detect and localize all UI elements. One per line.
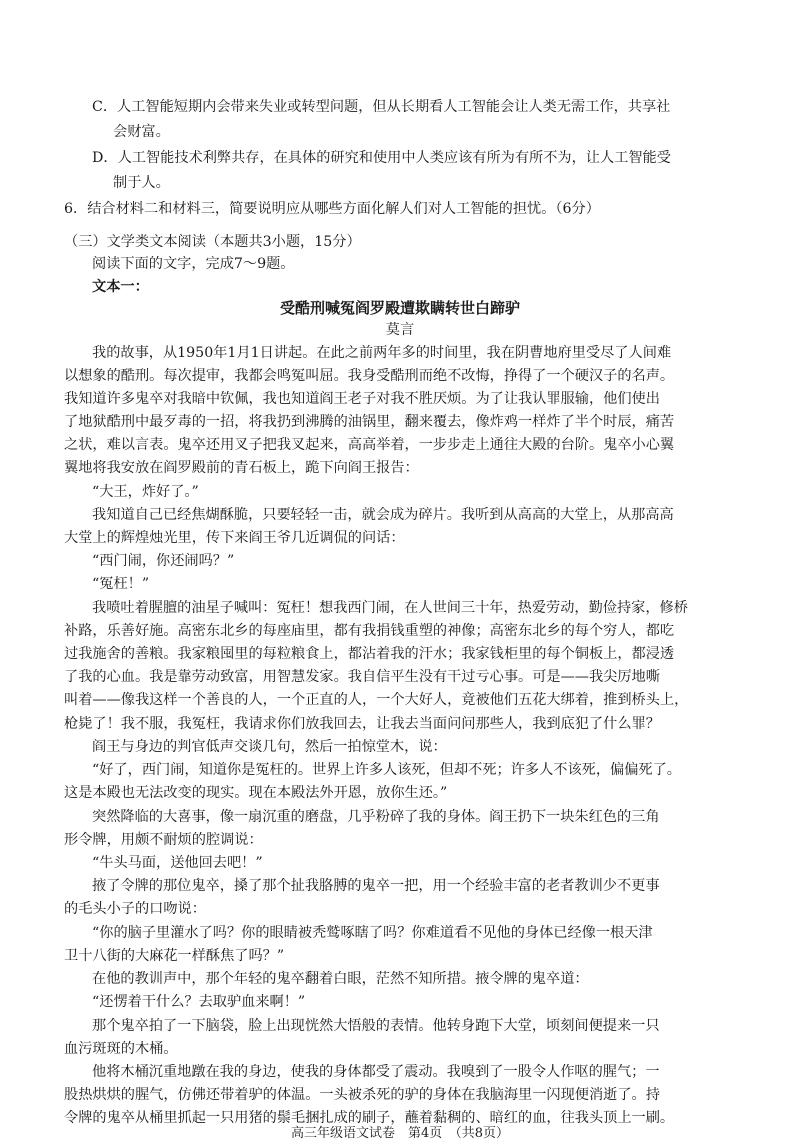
story-line: “你的脑子里灌水了吗？你的眼睛被秃鹫啄瞎了吗？你难道看不见他的身体已经像一根天津: [92, 925, 653, 941]
story-line: 他将木桶沉重地蹾在我的身边，使我的身体都受了震动。我嗅到了一股令人作呕的腥气；一: [92, 1064, 660, 1080]
story-line: 卫十八街的大麻花一样酥焦了吗？”: [64, 948, 285, 964]
story-line: 的毛头小子的口吻说：: [64, 901, 206, 917]
story-line: 翼地将我安放在阎罗殿前的青石板上，跪下向阎王报告：: [64, 460, 419, 476]
story-line: 叫着——像我这样一个善良的人，一个正直的人，一个大好人，竟被他们五花大绑着，推到桥头上，: [64, 692, 689, 708]
story-line: 枪毙了！我不服，我冤枉，我请求你们放我回去，让我去当面问问那些人，我到底犯了什么罪？: [64, 716, 660, 732]
story-line: “还愣着干什么？去取驴血来啊！”: [92, 994, 306, 1010]
section-instruction: 阅读下面的文字，完成7～9题。: [92, 256, 295, 272]
story-line: 形令牌，用颇不耐烦的腔调说：: [64, 832, 263, 848]
story-line: 补路，乐善好施。高密东北乡的每座庙里，都有我捐钱重塑的神像；高密东北乡的每个穷人，都吃: [64, 623, 675, 639]
option-d-line-2: 制于人。: [113, 175, 170, 191]
story-line: 过我施舍的善粮。我家粮囤里的每粒粮食上，都沾着我的汗水；我家钱柜里的每个铜板上，都浸透: [64, 646, 675, 662]
story-author: 莫言: [385, 322, 415, 338]
story-line: 股热烘烘的腥气，仿佛还带着驴的体温。一头被杀死的驴的身体在我脑海里一闪现便消逝了。持: [64, 1087, 660, 1103]
story-line: 以想象的酷刑。每次提审，我都会鸣冤叫屈。我身受酷刑而绝不改悔，挣得了一个硬汉子的名声。: [64, 368, 675, 384]
story-line: 了我的心血。我是靠劳动致富，用智慧发家。我自信平生没有干过亏心事。可是——我尖厉地嘶: [64, 669, 660, 685]
page-footer: 高三年级语文试卷 第4页 （共8页）: [290, 1126, 510, 1141]
section-heading: （三）文学类文本阅读（本题共3小题，15分）: [64, 234, 361, 250]
story-line: 突然降临的大喜事，像一扇沉重的磨盘，几乎粉碎了我的身体。阎王扔下一块朱红色的三角: [92, 809, 660, 825]
story-line: 阎王与身边的判官低声交谈几句，然后一拍惊堂木，说：: [92, 739, 447, 755]
question-6: 6．结合材料二和材料三，简要说明应从哪些方面化解人们对人工智能的担忧。（6分）: [64, 201, 600, 217]
option-d-line-1: D．人工智能技术利弊共存，在具体的研究和使用中人类应该有所为有所不为，让人工智能受: [92, 150, 671, 166]
story-line: 令牌的鬼卒从桶里抓起一只用猪的鬃毛捆扎成的刷子，蘸着黏稠的、暗红的血，往我头顶上一刷。: [64, 1110, 675, 1126]
option-c-line-1: C．人工智能短期内会带来失业或转型问题，但从长期看人工智能会让人类无需工作，共享社: [92, 99, 671, 115]
story-line: 了地狱酷刑中最歹毒的一招，将我扔到沸腾的油锅里，翻来覆去，像炸鸡一样炸了半个时辰，痛苦: [64, 414, 675, 430]
story-line: 在他的教训声中，那个年轻的鬼卒翻着白眼，茫然不知所措。掖令牌的鬼卒道：: [92, 971, 589, 987]
story-line: 我的故事，从1950年1月1日讲起。在此之前两年多的时间里，我在阴曹地府里受尽了人间难: [92, 345, 672, 361]
story-line: “冤枉！”: [92, 576, 150, 592]
text-label: 文本一：: [92, 279, 149, 295]
story-line: “好了，西门闹，知道你是冤枉的。世界上许多人该死，但却不死；许多人不该死，偏偏死了。: [92, 762, 681, 778]
story-line: 大堂上的辉煌烛光里，传下来阎王爷几近调侃的问话：: [64, 530, 405, 546]
story-line: 我知道自己已经焦煳酥脆，只要轻轻一击，就会成为碎片。我听到从高高的大堂上，从那高高: [92, 507, 674, 523]
story-line: 血污斑斑的木桶。: [64, 1041, 178, 1057]
story-line: 掖了令牌的那位鬼卒，搡了那个扯我胳膊的鬼卒一把，用一个经验丰富的老者教训少不更事: [92, 878, 660, 894]
story-line: 我知道许多鬼卒对我暗中钦佩，我也知道阎王老子对我不胜厌烦。为了让我认罪服输，他们使出: [64, 391, 660, 407]
story-line: “西门闹，你还闹吗？”: [92, 553, 235, 569]
story-line: “大王，炸好了。”: [92, 484, 199, 500]
story-line: “牛头马面，送他回去吧！”: [92, 855, 263, 871]
story-line: 那个鬼卒拍了一下脑袋，脸上出现恍然大悟般的表情。他转身跑下大堂，顷刻间便提来一只: [92, 1018, 660, 1034]
story-title: 受酷刑喊冤阎罗殿遭欺瞒转世白蹄驴: [279, 299, 520, 317]
story-line: 我喷吐着腥膻的油星子喊叫：冤枉！想我西门闹，在人世间三十年，热爱劳动，勤俭持家，修桥: [92, 600, 688, 616]
story-line: 这是本殿也无法改变的现实。现在本殿法外开恩，放你生还。”: [64, 785, 448, 801]
story-line: 之状，难以言表。鬼卒还用叉子把我叉起来，高高举着，一步步走上通往大殿的台阶。鬼卒小心翼: [64, 437, 675, 453]
option-c-line-2: 会财富。: [113, 124, 170, 140]
